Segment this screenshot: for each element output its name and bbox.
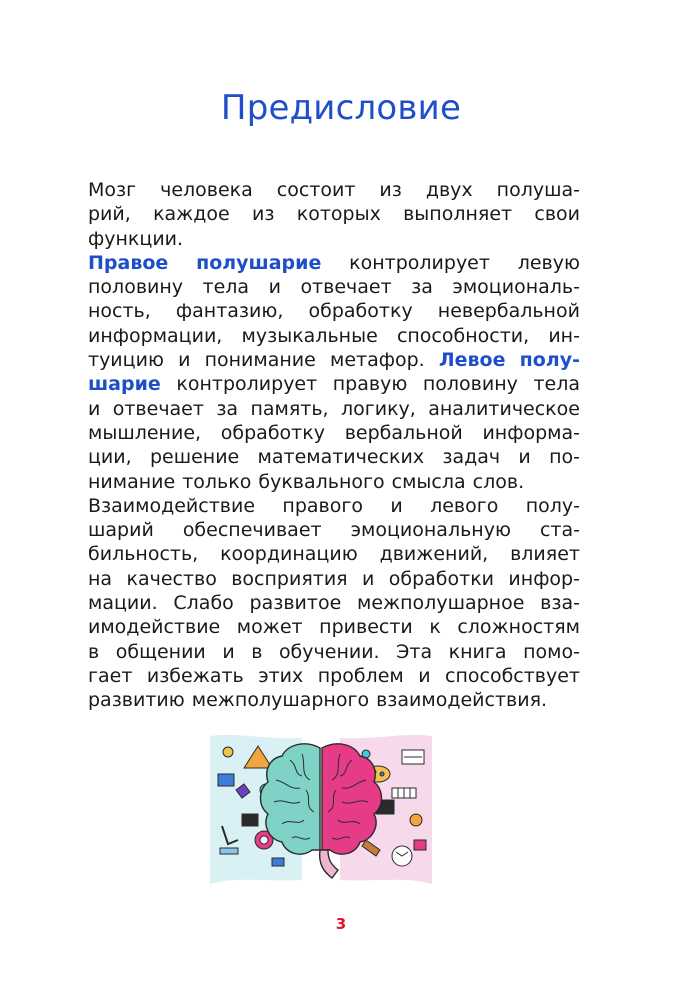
word: мации.	[88, 592, 158, 615]
word: по-	[549, 446, 580, 469]
word: двух	[425, 179, 473, 201]
word: общении	[115, 640, 206, 663]
word: смысла	[391, 470, 466, 493]
word: и	[268, 276, 281, 299]
text-line	[88, 202, 580, 226]
word: движений,	[379, 543, 489, 566]
word: на	[88, 567, 113, 590]
text-line	[88, 324, 580, 348]
brain-hemispheres-illustration	[206, 730, 436, 886]
word: решение	[149, 446, 240, 469]
word: ста-	[539, 519, 580, 542]
word: качество	[126, 567, 217, 590]
word: контролирует	[349, 251, 490, 274]
word: Эта	[396, 640, 433, 663]
word: человека	[160, 179, 253, 201]
text-line	[88, 348, 580, 372]
page-title: Предисловие	[220, 88, 462, 128]
word: из	[252, 203, 275, 226]
word: каждое	[153, 203, 230, 226]
word: и	[222, 640, 235, 663]
word: память,	[250, 397, 329, 420]
text-line	[88, 275, 580, 299]
word: ин-	[548, 324, 580, 347]
text-line	[88, 567, 580, 591]
word: Взаимодействие	[88, 494, 256, 517]
word: помо-	[523, 640, 580, 663]
word: выполняет	[403, 203, 513, 226]
word: за	[411, 276, 433, 299]
text-line	[88, 542, 580, 566]
text-line	[88, 591, 580, 615]
word: правого	[282, 494, 363, 517]
word: Слабо	[173, 592, 234, 615]
word: имодействие	[88, 616, 221, 639]
word: за	[216, 397, 239, 420]
word: обеспечивает	[182, 519, 322, 542]
word: обработки	[388, 567, 495, 590]
word: привести	[319, 616, 413, 639]
text-line	[88, 664, 580, 688]
word: функции.	[88, 227, 184, 250]
word: невербальной	[437, 300, 580, 323]
word: полу-	[525, 494, 580, 517]
word: способствует	[445, 664, 580, 687]
word: музыкальные	[241, 324, 378, 347]
text-line	[88, 640, 580, 664]
word: обработку	[220, 421, 325, 444]
word: мышление,	[88, 421, 202, 444]
word: нимание	[88, 470, 176, 493]
text-line	[88, 372, 580, 396]
text-line	[88, 615, 580, 639]
word: половину	[422, 373, 518, 396]
word: эмоциональную	[350, 519, 511, 542]
word: правую	[332, 373, 408, 396]
word: Мозг	[88, 179, 137, 201]
word: свои	[534, 203, 580, 226]
text-line	[88, 470, 580, 494]
word: может	[236, 616, 303, 639]
text-line	[88, 445, 580, 469]
word: буквального	[258, 470, 385, 493]
word: и	[178, 349, 191, 372]
text-line	[88, 494, 580, 518]
word: логику,	[340, 397, 416, 420]
text-line	[88, 688, 580, 712]
word: в	[251, 640, 263, 663]
word: полуша-	[496, 179, 580, 201]
word: обработку	[308, 300, 413, 323]
word: половину	[88, 276, 184, 299]
word: влияет	[510, 543, 580, 566]
page-number: 3	[335, 915, 347, 933]
word: и	[88, 397, 101, 420]
word: отвечает	[112, 397, 204, 420]
word: и	[390, 494, 403, 517]
word: математических	[257, 446, 425, 469]
word: и	[518, 446, 531, 469]
text-line	[88, 518, 580, 542]
word: развитое	[249, 592, 342, 615]
word: которых	[296, 203, 381, 226]
body-text	[88, 178, 580, 713]
word: книга	[448, 640, 507, 663]
word: и	[362, 567, 375, 590]
word: из	[379, 179, 402, 201]
word: левого	[430, 494, 499, 517]
word: шарий	[88, 519, 154, 542]
word: эмоциональ-	[452, 276, 580, 299]
word: развитию	[88, 689, 185, 712]
word: проблем	[317, 664, 404, 687]
word: состоит	[276, 179, 356, 201]
highlighted-word: Правое	[88, 251, 169, 274]
word: инфор-	[508, 567, 580, 590]
text-line	[88, 299, 580, 323]
word: восприятия	[231, 567, 348, 590]
word: левую	[517, 251, 580, 274]
word: аналитическое	[428, 397, 580, 420]
word: координацию	[220, 543, 358, 566]
word: к	[429, 616, 441, 639]
word: вербальной	[344, 421, 463, 444]
word: в	[88, 640, 100, 663]
word: ции,	[88, 446, 132, 469]
word: и	[418, 664, 431, 687]
highlighted-word: шарие	[88, 373, 161, 396]
word: обучении.	[278, 640, 380, 663]
word: вза-	[540, 592, 580, 615]
word: отвечает	[300, 276, 392, 299]
word: информа-	[482, 421, 580, 444]
word: понимание	[204, 349, 316, 372]
text-line	[88, 178, 580, 202]
word: метафор.	[329, 349, 425, 372]
word: рий,	[88, 203, 131, 226]
word: тела	[202, 276, 250, 299]
word: слов.	[472, 470, 525, 493]
text-line	[88, 397, 580, 421]
highlighted-word: полушарие	[196, 251, 322, 274]
word: задач	[442, 446, 501, 469]
text-line	[88, 421, 580, 445]
word: информации,	[88, 324, 223, 347]
word: бильность,	[88, 543, 199, 566]
word: тела	[533, 373, 580, 396]
word: способности,	[396, 324, 530, 347]
word: только	[182, 470, 252, 493]
word: межполушарное	[357, 592, 525, 615]
highlighted-word: Левое	[438, 349, 506, 372]
word: туицию	[88, 349, 164, 372]
word: взаимодействия.	[376, 689, 548, 712]
word: контролирует	[176, 373, 318, 396]
word: межполушарного	[191, 689, 370, 712]
text-line	[88, 227, 580, 251]
word: сложностям	[457, 616, 580, 639]
highlighted-word: полу-	[519, 349, 580, 372]
word: этих	[258, 664, 304, 687]
word: гает	[88, 664, 133, 687]
word: избежать	[146, 664, 244, 687]
text-line	[88, 251, 580, 275]
word: фантазию,	[175, 300, 284, 323]
word: ность,	[88, 300, 151, 323]
